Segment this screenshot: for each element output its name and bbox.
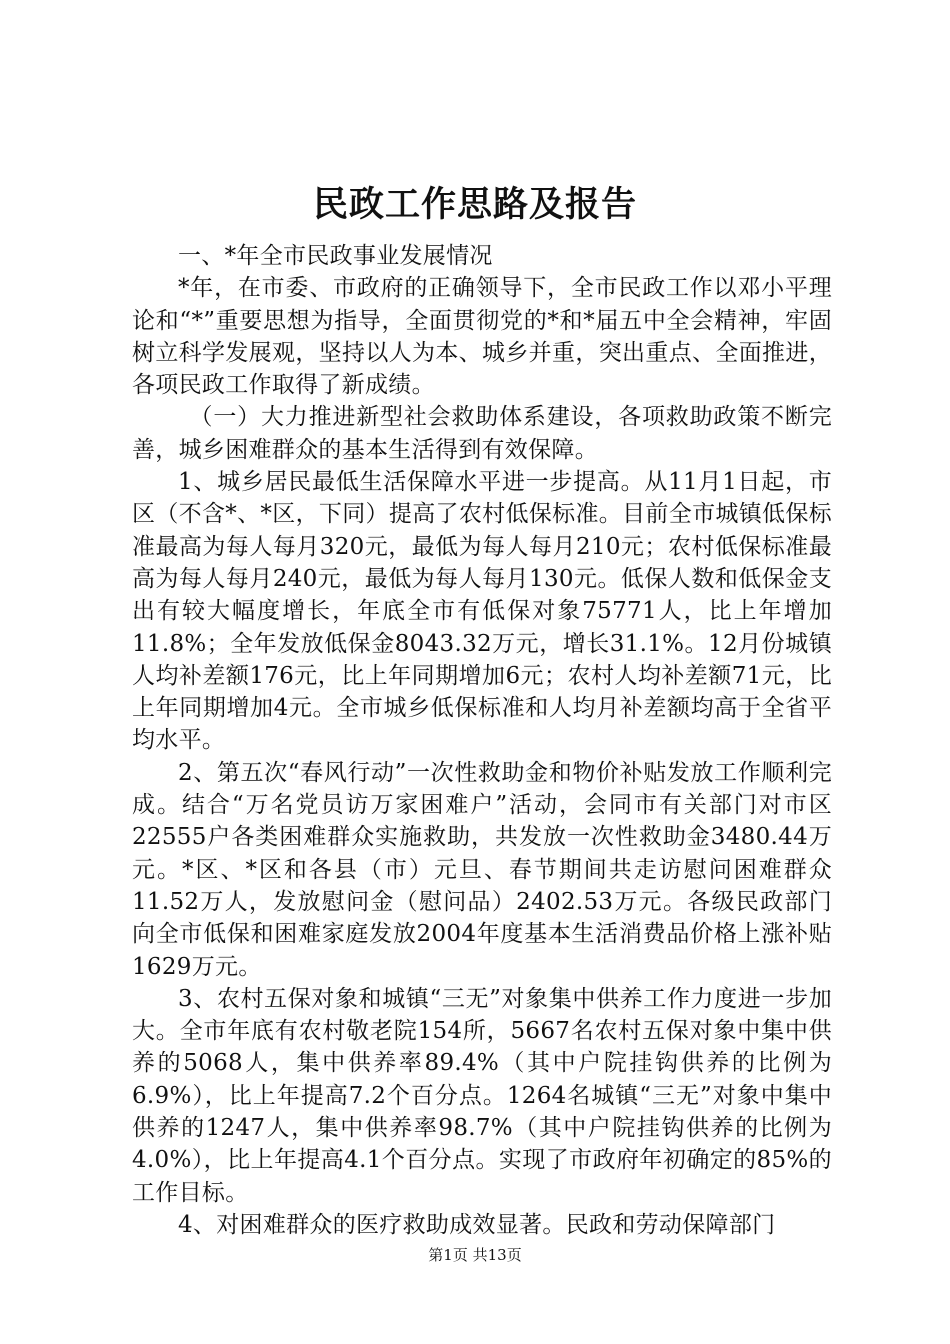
paragraph-item-3: 3、农村五保对象和城镇“三无”对象集中供养工作力度进一步加大。全市年底有农村敬老院154所，5667名农村五保对象中集中供养的5068人，集中供养率89.4%（其中户院挂钩供养的比例为6.9%），比上年提高7.2个百分点。1264名城镇“三无”对象中集中供养的1247人，集中供养率98.7%（其中户院挂钩供养的比例为4.0%），比上年提高4.1个百分点。实现了市政府年初确定的85%的工作目标。: [132, 985, 832, 1206]
subsection-heading: （一）大力推进新型社会救助体系建设，各项救助政策不断完善，城乡困难群众的基本生活得到有效保障。: [132, 404, 832, 463]
paragraph-item-2: 2、第五次“春风行动”一次性救助金和物价补贴发放工作顺利完成。结合“万名党员访万家困难户”活动，会同市有关部门对市区22555户各类困难群众实施救助，共发放一次性救助金3480.44万元。*区、*区和各县（市）元旦、春节期间共走访慰问困难群众11.52万人，发放慰问金（慰问品）2402.53万元。各级民政部门向全市低保和困难家庭发放2004年度基本生活消费品价格上涨补贴1629万元。: [132, 759, 832, 980]
document-title: 民政工作思路及报告: [312, 185, 637, 225]
page-footer: 第1页 共13页: [428, 1246, 522, 1264]
section-heading: 一、*年全市民政事业发展情况: [178, 243, 493, 269]
paragraph-intro: *年，在市委、市政府的正确领导下，全市民政工作以邓小平理论和“*”重要思想为指导，全面贯彻党的*和*届五中全会精神，牢固树立科学发展观，坚持以人为本、城乡并重，突出重点、全面推进，各项民政工作取得了新成绩。: [132, 275, 832, 399]
document-body: [132, 240, 832, 1241]
paragraph-item-1: 1、城乡居民最低生活保障水平进一步提高。从11月1日起，市区（不含*、*区，下同）提高了农村低保标准。目前全市城镇低保标准最高为每人每月320元，最低为每人每月210元；农村低保标准最高为每人每月240元，最低为每人每月130元。低保人数和低保金支出有较大幅度增长，年底全市有低保对象75771人，比上年增加11.8%；全年发放低保金8043.32万元，增长31.1%。12月份城镇人均补差额176元，比上年同期增加6元；农村人均补差额71元，比上年同期增加4元。全市城乡低保标准和人均月补差额均高于全省平均水平。: [132, 469, 832, 754]
paragraph-item-4: 4、对困难群众的医疗救助成效显著。民政和劳动保障部门: [178, 1211, 776, 1238]
